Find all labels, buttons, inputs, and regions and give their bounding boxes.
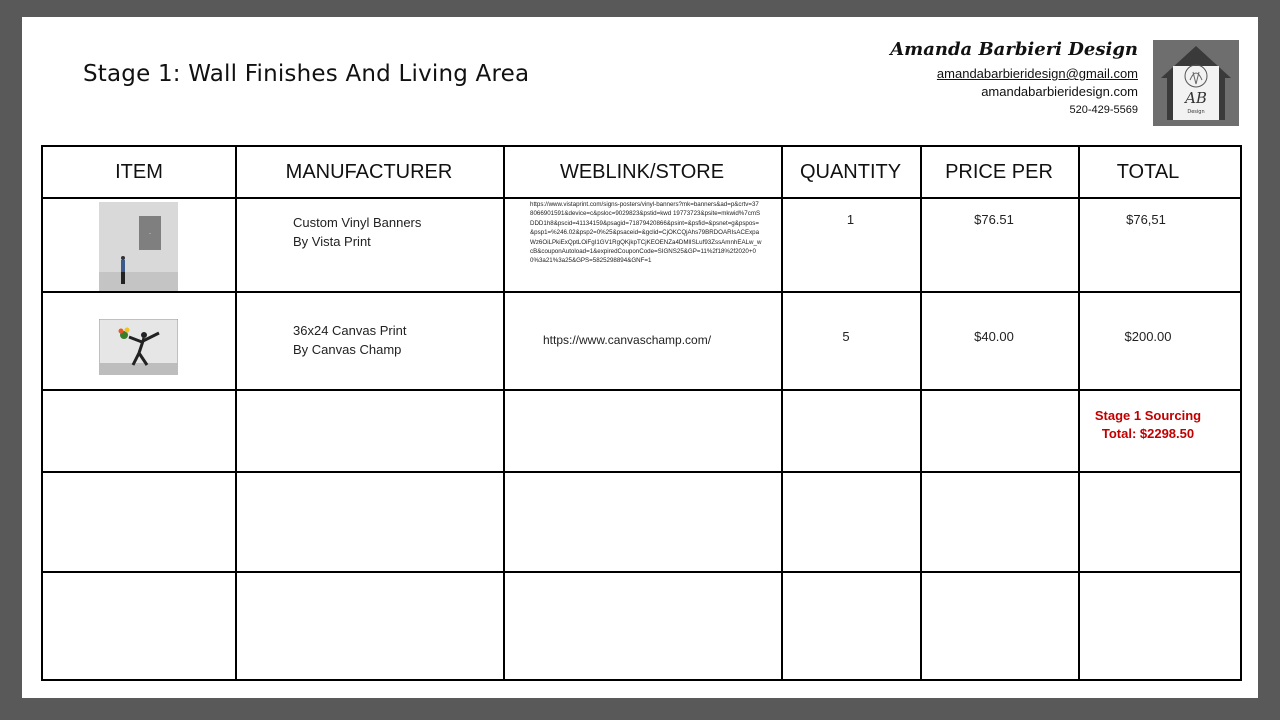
canvas-art-photo-icon — [99, 319, 178, 375]
brand-phone: 520-429-5569 — [1069, 104, 1138, 116]
page-title: Stage 1: Wall Finishes And Living Area — [83, 61, 530, 87]
row1-price-per: $76.51 — [974, 212, 1014, 227]
brand-logo — [1153, 40, 1239, 126]
row1-total: $76,51 — [1126, 212, 1166, 227]
brand-email-link[interactable]: amandabarbieridesign@gmail.com — [936, 66, 1138, 81]
row1-quantity: 1 — [846, 212, 855, 227]
row2-price-per: $40.00 — [974, 329, 1014, 344]
svg-text:··: ·· — [148, 231, 152, 236]
brand-website: amandabarbieridesign.com — [981, 84, 1138, 99]
row2-quantity: 5 — [842, 329, 850, 344]
brand-block — [890, 41, 1138, 119]
header-item: ITEM — [115, 161, 163, 183]
house-logo-icon — [1153, 40, 1239, 126]
row2-manufacturer: 36x24 Canvas Print By Canvas Champ — [293, 323, 407, 357]
sourcing-table — [41, 145, 1242, 681]
stage-sourcing-total: Stage 1 Sourcing Total: $2298.50 — [1094, 408, 1202, 441]
row2-total: $200.00 — [1124, 329, 1172, 344]
header-manufacturer: MANUFACTURER — [285, 161, 453, 183]
header-quantity: QUANTITY — [799, 161, 902, 183]
slide — [22, 17, 1258, 698]
logo-monogram: AB — [1185, 89, 1207, 107]
header-price-per: PRICE PER — [945, 161, 1053, 183]
wall-banner-photo-icon — [99, 202, 178, 291]
row1-manufacturer: Custom Vinyl Banners By Vista Print — [293, 215, 422, 249]
logo-subtext: Design — [1187, 109, 1205, 115]
row1-weblink[interactable]: https://www.vistaprint.com/signs-posters/vinyl-banners?mk=banners&ad=p&crtv=378066901591&device=c&psloc=9029823&pstid=kwd 19773723&psite=mkwid%7cmSDDD1h8&pscid=41134159&psagid=71879420866&psint=&psfid=&psnet=g&pspos=&psp1=%246.02&psp2=0%25&psaceid=&gclid=CjOKCQjAhs79BRDOARIsACExpaWz6OiLPkiExQptLOiFgI1GV1RgQKjkpTCjKEOENZa4DMlISLuf93ZssAmnhEALw_wcB&couponAutoload=1&expiredCouponCode=SIGNS25&GP=11%2f18%2f2020+00%3a21%3a25&GPS=5825298894&GNF=1 — [530, 201, 762, 265]
row2-weblink[interactable]: https://www.canvaschamp.com/ — [543, 333, 712, 347]
brand-name: Amanda Barbieri Design — [890, 39, 1138, 60]
header-weblink: WEBLINK/STORE — [559, 161, 725, 183]
header-total: TOTAL — [1116, 161, 1180, 183]
